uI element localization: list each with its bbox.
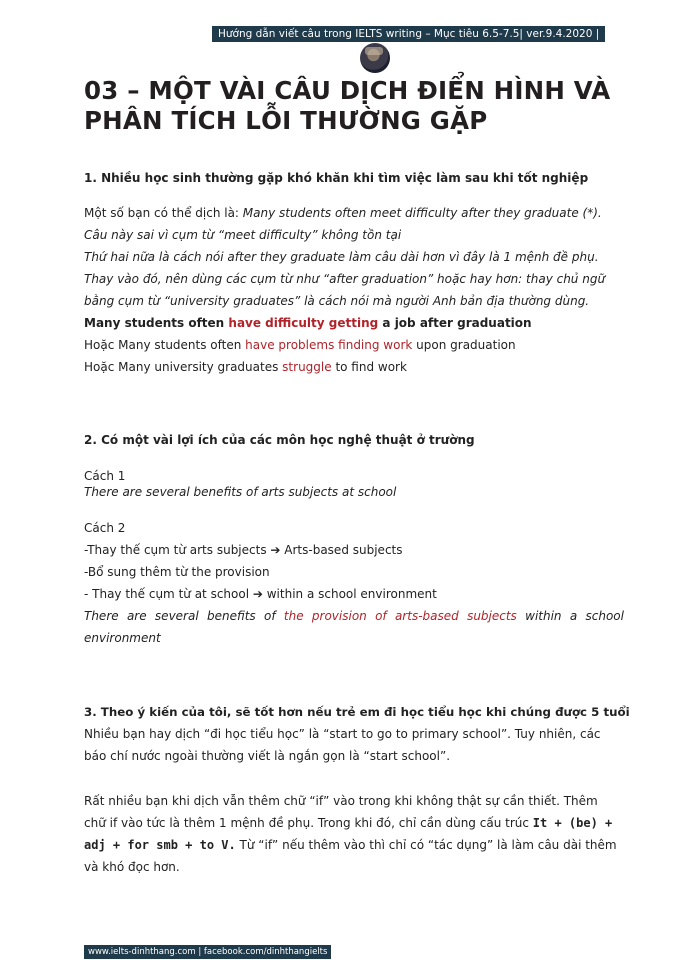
s1-l7-a: Hoặc Many students often xyxy=(84,338,246,352)
s1-line-6 xyxy=(84,316,532,330)
s2-method-2: Cách 2 xyxy=(84,521,126,535)
title-line-1: 03 – MỘT VÀI CÂU DỊCH ĐIỂN HÌNH VÀ xyxy=(84,76,611,105)
s2-final-line-2: environment xyxy=(84,631,161,645)
s2-bullet-2: -Bổ sung thêm từ the provision xyxy=(84,565,270,579)
s3-line-1: Nhiều bạn hay dịch “đi học tiểu học” là “start to go to primary school”. Tuy nhiên, các xyxy=(84,727,601,741)
s2-method-1-text: There are several benefits of arts subjects at school xyxy=(84,485,397,499)
s2-b3-a: - Thay thế cụm từ at school xyxy=(84,587,253,601)
s1-l8-b: struggle xyxy=(282,360,332,374)
section-1-heading: 1. Nhiều học sinh thường gặp khó khăn khi tìm việc làm sau khi tốt nghiệp xyxy=(84,171,589,185)
s1-line-2: Câu này sai vì cụm từ “meet difficulty” không tồn tại xyxy=(84,228,402,242)
s2-bullet-3 xyxy=(84,587,437,601)
s3-l5-b: Từ “if” nếu thêm vào thì chỉ có “tác dụng” là làm câu dài thêm xyxy=(235,838,617,852)
s3-line-3: Rất nhiều bạn khi dịch vẫn thêm chữ “if” vào trong khi không thật sự cần thiết. Thêm xyxy=(84,794,598,808)
s1-line-3: Thứ hai nữa là cách nói after they graduate làm câu dài hơn vì đây là 1 mệnh đề phụ. xyxy=(84,250,599,264)
s3-l4-a: chữ if vào tức là thêm 1 mệnh đề phụ. Trong khi đó, chỉ cần dùng cấu trúc xyxy=(84,816,533,830)
arrow-right-icon: ➔ xyxy=(270,543,281,557)
header-bar: Hướng dẫn viết câu trong IELTS writing – Mục tiêu 6.5-7.5| ver.9.4.2020 | xyxy=(212,26,605,42)
s3-l5-a: adj + for smb + to V. xyxy=(84,838,236,852)
s3-l4-b: It + (be) + xyxy=(532,816,613,830)
s3-line-6: và khó đọc hơn. xyxy=(84,860,180,874)
section-3-heading: 3. Theo ý kiến của tôi, sẽ tốt hơn nếu trẻ em đi học tiểu học khi chúng được 5 tuổi xyxy=(84,705,630,719)
s1-l1-b: Many students often meet difficulty after they graduate (*). xyxy=(242,206,602,220)
s3-line-2: báo chí nước ngoài thường viết là ngắn gọn là “start school”. xyxy=(84,749,451,763)
title-line-2: PHÂN TÍCH LỖI THƯỜNG GẶP xyxy=(84,106,488,135)
s2-method-1: Cách 1 xyxy=(84,469,126,483)
s2-b1-a: -Thay thế cụm từ arts subjects xyxy=(84,543,271,557)
s2-bullet-1 xyxy=(84,543,403,557)
footer-bar: www.ielts-dinhthang.com | facebook.com/dinhthangielts xyxy=(84,945,331,959)
s2-b3-b: within a school environment xyxy=(262,587,437,601)
s1-line-7 xyxy=(84,338,516,352)
s1-l8-c: to find work xyxy=(331,360,407,374)
s2-b1-b: Arts-based subjects xyxy=(280,543,403,557)
arrow-right-icon: ➔ xyxy=(252,587,263,601)
s1-line-4: Thay vào đó, nên dùng các cụm từ như “after graduation” hoặc hay hơn: thay chủ ngữ xyxy=(84,272,606,286)
s1-line-5: bằng cụm từ “university graduates” là cách nói mà người Anh bản địa thường dùng. xyxy=(84,294,590,308)
s1-l7-b: have problems finding work xyxy=(245,338,413,352)
s3-line-5 xyxy=(84,838,617,852)
s1-line-1 xyxy=(84,206,602,220)
s2-f1-a: There are several benefits of xyxy=(84,609,284,623)
s1-l1-a: Một số bạn có thể dịch là: xyxy=(84,206,243,220)
s1-l6-a: Many students often xyxy=(84,316,229,330)
avatar xyxy=(360,43,390,73)
s2-final-line-1 xyxy=(84,609,624,623)
s1-l8-a: Hoặc Many university graduates xyxy=(84,360,283,374)
s3-line-4 xyxy=(84,816,612,830)
s2-f1-c: within a school xyxy=(516,609,624,623)
s1-l6-c: a job after graduation xyxy=(378,316,532,330)
page-title xyxy=(84,76,644,136)
s2-f1-b: the provision of arts-based subjects xyxy=(283,609,517,623)
s1-l7-c: upon graduation xyxy=(412,338,516,352)
s1-line-8 xyxy=(84,360,407,374)
section-2-heading: 2. Có một vài lợi ích của các môn học nghệ thuật ở trường xyxy=(84,433,475,447)
s1-l6-b: have difficulty getting xyxy=(228,316,379,330)
